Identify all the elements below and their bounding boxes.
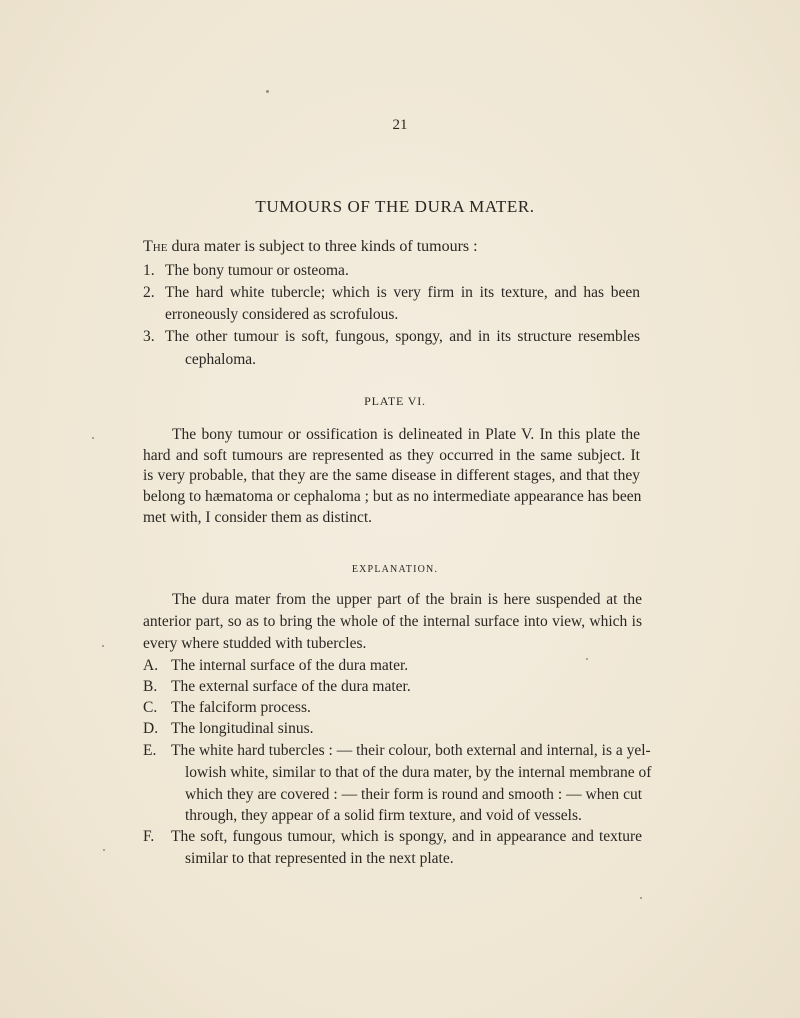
paper-speck <box>102 645 104 647</box>
plate-heading: PLATE VI. <box>364 394 426 408</box>
paragraph-line: The dura mater from the upper part of the brain is here suspended at the <box>172 591 642 608</box>
explanation-item-d <box>143 719 314 739</box>
item-mark: A. <box>143 657 159 674</box>
item-mark: B. <box>143 678 158 695</box>
item-text: The white hard tubercles : — their colour, both external and internal, is a yel- <box>171 742 651 759</box>
paper-speck <box>103 849 105 851</box>
item-mark: D. <box>143 720 159 737</box>
list-item-continuation: erroneously considered as scrofulous. <box>165 306 399 323</box>
list-item-kind-2 <box>143 283 640 303</box>
item-text: The falciform process. <box>171 699 311 716</box>
explanation-item-a <box>143 656 408 676</box>
paper-speck <box>92 437 94 439</box>
paper-speck <box>640 897 642 899</box>
list-number: 3. <box>143 328 155 345</box>
paragraph-line: The bony tumour or ossification is delineated in Plate V. In this plate the <box>172 426 640 443</box>
list-item-continuation: cephaloma. <box>185 351 257 368</box>
list-number: 1. <box>143 262 155 279</box>
item-text: The longitudinal sinus. <box>171 720 314 737</box>
intro-line <box>143 237 478 257</box>
explanation-item-e <box>143 741 651 761</box>
item-continuation: through, they appear of a solid firm texture, and void of vessels. <box>185 807 582 824</box>
list-item-text: The bony tumour or osteoma. <box>165 262 349 279</box>
list-item-text: The other tumour is soft, fungous, spongy, and in its structure resembles <box>165 328 640 345</box>
paragraph-line: met with, I consider them as distinct. <box>143 509 373 526</box>
list-number: 2. <box>143 284 155 301</box>
explanation-heading: EXPLANATION. <box>351 564 439 575</box>
item-continuation: similar to that represented in the next plate. <box>185 850 454 867</box>
item-mark: C. <box>143 699 158 716</box>
page-title: TUMOURS OF THE DURA MATER. <box>255 197 535 216</box>
item-mark: E. <box>143 742 157 759</box>
paper-speck <box>266 90 269 93</box>
item-continuation: lowish white, similar to that of the dura mater, by the internal membrane of <box>185 764 652 781</box>
item-text: The soft, fungous tumour, which is spongy, and in appearance and texture <box>171 828 642 845</box>
item-text: The internal surface of the dura mater. <box>171 657 409 674</box>
item-text: The external surface of the dura mater. <box>171 678 411 695</box>
paper-speck <box>586 658 588 660</box>
list-item-kind-1 <box>143 261 349 281</box>
paragraph-line: anterior part, so as to bring the whole of the internal surface into view, which is <box>143 613 642 630</box>
paragraph-line: hard and soft tumours are represented as they occurred in the same subject. It <box>143 447 640 464</box>
explanation-item-c <box>143 698 311 718</box>
intro-text: dura mater is subject to three kinds of tumours : <box>171 238 478 255</box>
explanation-item-f <box>143 827 642 847</box>
explanation-item-b <box>143 677 411 697</box>
item-mark: F. <box>143 828 155 845</box>
list-item-kind-3 <box>143 327 640 347</box>
list-item-text: The hard white tubercle; which is very firm in its texture, and has been <box>165 284 640 301</box>
paragraph-line: every where studded with tubercles. <box>143 635 367 652</box>
paragraph-line: belong to hæmatoma or cephaloma ; but as no intermediate appearance has been <box>143 488 642 505</box>
item-continuation: which they are covered : — their form is round and smooth : — when cut <box>185 786 642 803</box>
intro-lead-word: The <box>143 238 168 255</box>
page-number: 21 <box>392 117 408 133</box>
paragraph-line: is very probable, that they are the same disease in different stages, and that they <box>143 467 640 484</box>
